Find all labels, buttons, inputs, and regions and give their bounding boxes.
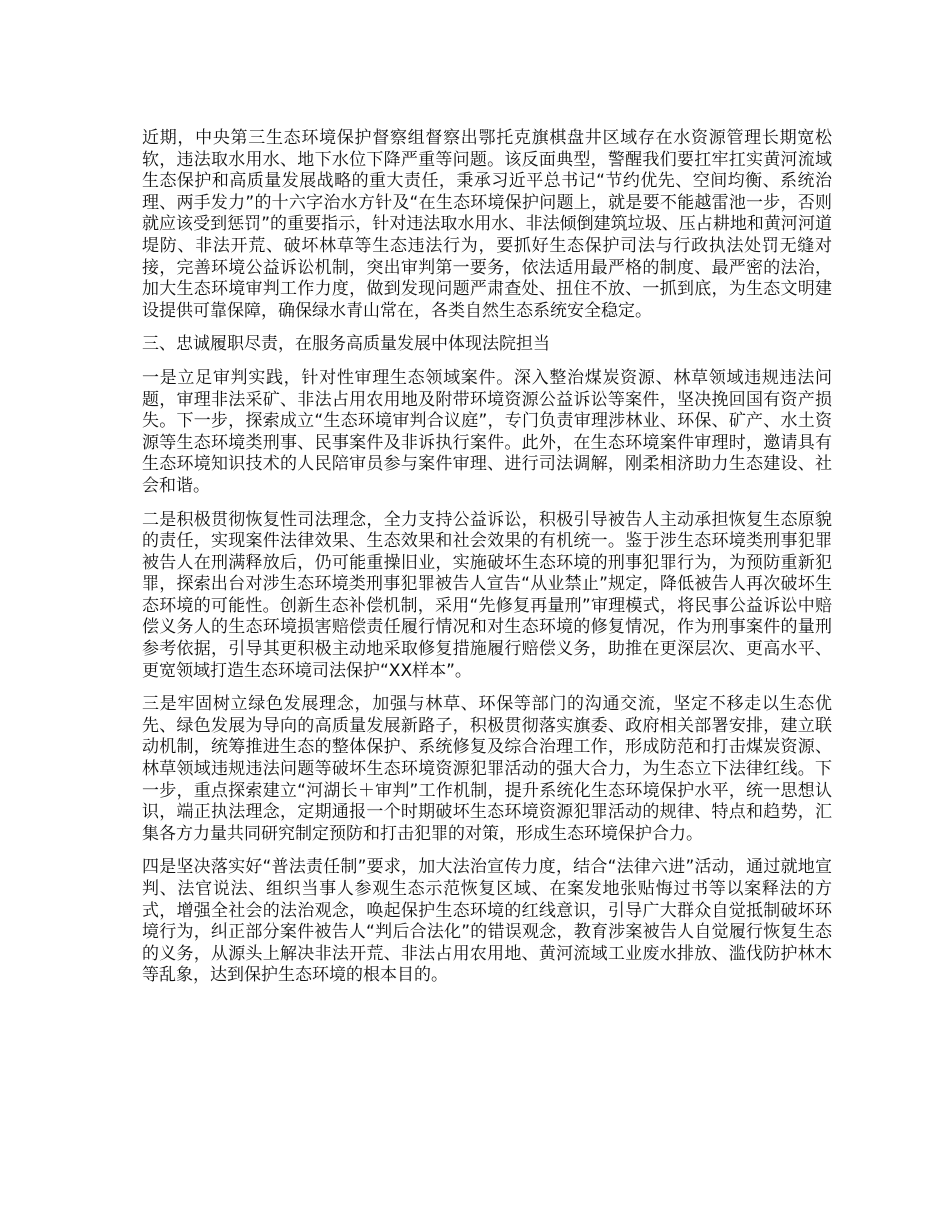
paragraph-point-three: 三是牢固树立绿色发展理念，加强与林草、环保等部门的沟通交流，坚定不移走以生态优先、绿色发展为导向的高质量发展新路子，积极贯彻落实旗委、政府相关部署安排，建立联动机制，统筹推进生态的整体保护、系统修复及综合治理工作，形成防范和打击煤炭资源、林草领域违规违法问题等破坏生态环境资源犯罪活动的强大合力，为生态立下法律红线。下一步，重点探索建立“河湖长＋审判”工作机制，提升系统化生态环境保护水平，统一思想认识，端正执法理念，定期通报一个时期破坏生态环境资源犯罪活动的规律、特点和趋势，汇集各方力量共同研究制定预防和打击犯罪的对策，形成生态环境保护合力。 [142,694,832,844]
paragraph-point-two: 二是积极贯彻恢复性司法理念，全力支持公益诉讼，积极引导被告人主动承担恢复生态原貌的责任，实现案件法律效果、生态效果和社会效果的有机统一。鉴于涉生态环境类刑事犯罪被告人在刑满释放后，仍可能重操旧业，实施破坏生态环境的刑事犯罪行为，为预防重新犯罪，探索出台对涉生态环境类刑事犯罪被告人宣告“从业禁止”规定，降低被告人再次破坏生态环境的可能性。创新生态补偿机制，采用“先修复再量刑”审理模式，将民事公益诉讼中赔偿义务人的生态环境损害赔偿责任履行情况和对生态环境的修复情况，作为刑事案件的量刑参考依据，引导其更积极主动地采取修复措施履行赔偿义务，助推在更深层次、更高水平、更宽领域打造生态环境司法保护“XX样本”。 [142,509,832,681]
paragraph-point-four: 四是坚决落实好“普法责任制”要求，加大法治宣传力度，结合“法律六进”活动，通过就地宣判、法官说法、组织当事人参观生态示范恢复区域、在案发地张贴悔过书等以案释法的方式，增强全社会的法治观念，唤起保护生态环境的红线意识，引导广大群众自觉抵制破坏环境行为，纠正部分案件被告人“判后合法化”的错误观念，教育涉案被告人自觉履行恢复生态的义务，从源头上解决非法开荒、非法占用农用地、黄河流域工业废水排放、滥伐防护林木等乱象，达到保护生态环境的根本目的。 [142,857,832,986]
paragraph-intro: 近期，中央第三生态环境保护督察组督察出鄂托克旗棋盘井区域存在水资源管理长期宽松软，违法取水用水、地下水位下降严重等问题。该反面典型，警醒我们要扛牢扛实黄河流域生态保护和高质量发展战略的重大责任，秉承习近平总书记“节约优先、空间均衡、系统治理、两手发力”的十六字治水方针及“在生态环境保护问题上，就是要不能越雷池一步，否则就应该受到惩罚”的重要指示，针对违法取水用水、非法倾倒建筑垃圾、压占耕地和黄河河道堤防、非法开荒、破坏林草等生态违法行为，要抓好生态保护司法与行政执法处罚无缝对接，完善环境公益诉讼机制，突出审判第一要务，依法适用最严格的制度、最严密的法治，加大生态环境审判工作力度，做到发现问题严肃查处、扭住不放、一抓到底，为生态文明建设提供可靠保障，确保绿水青山常在，各类自然生态系统安全稳定。 [142,128,832,321]
paragraph-point-one: 一是立足审判实践，针对性审理生态领域案件。深入整治煤炭资源、林草领域违规违法问题，审理非法采矿、非法占用农用地及附带环境资源公益诉讼等案件，坚决挽回国有资产损失。下一步，探索成立“生态环境审判合议庭”，专门负责审理涉林业、环保、矿产、水土资源等生态环境类刑事、民事案件及非诉执行案件。此外，在生态环境案件审理时，邀请具有生态环境知识技术的人民陪审员参与案件审理、进行司法调解，刚柔相济助力生态建设、社会和谐。 [142,367,832,496]
section-heading: 三、忠诚履职尽责，在服务高质量发展中体现法院担当 [142,334,550,355]
document-body [142,128,832,999]
